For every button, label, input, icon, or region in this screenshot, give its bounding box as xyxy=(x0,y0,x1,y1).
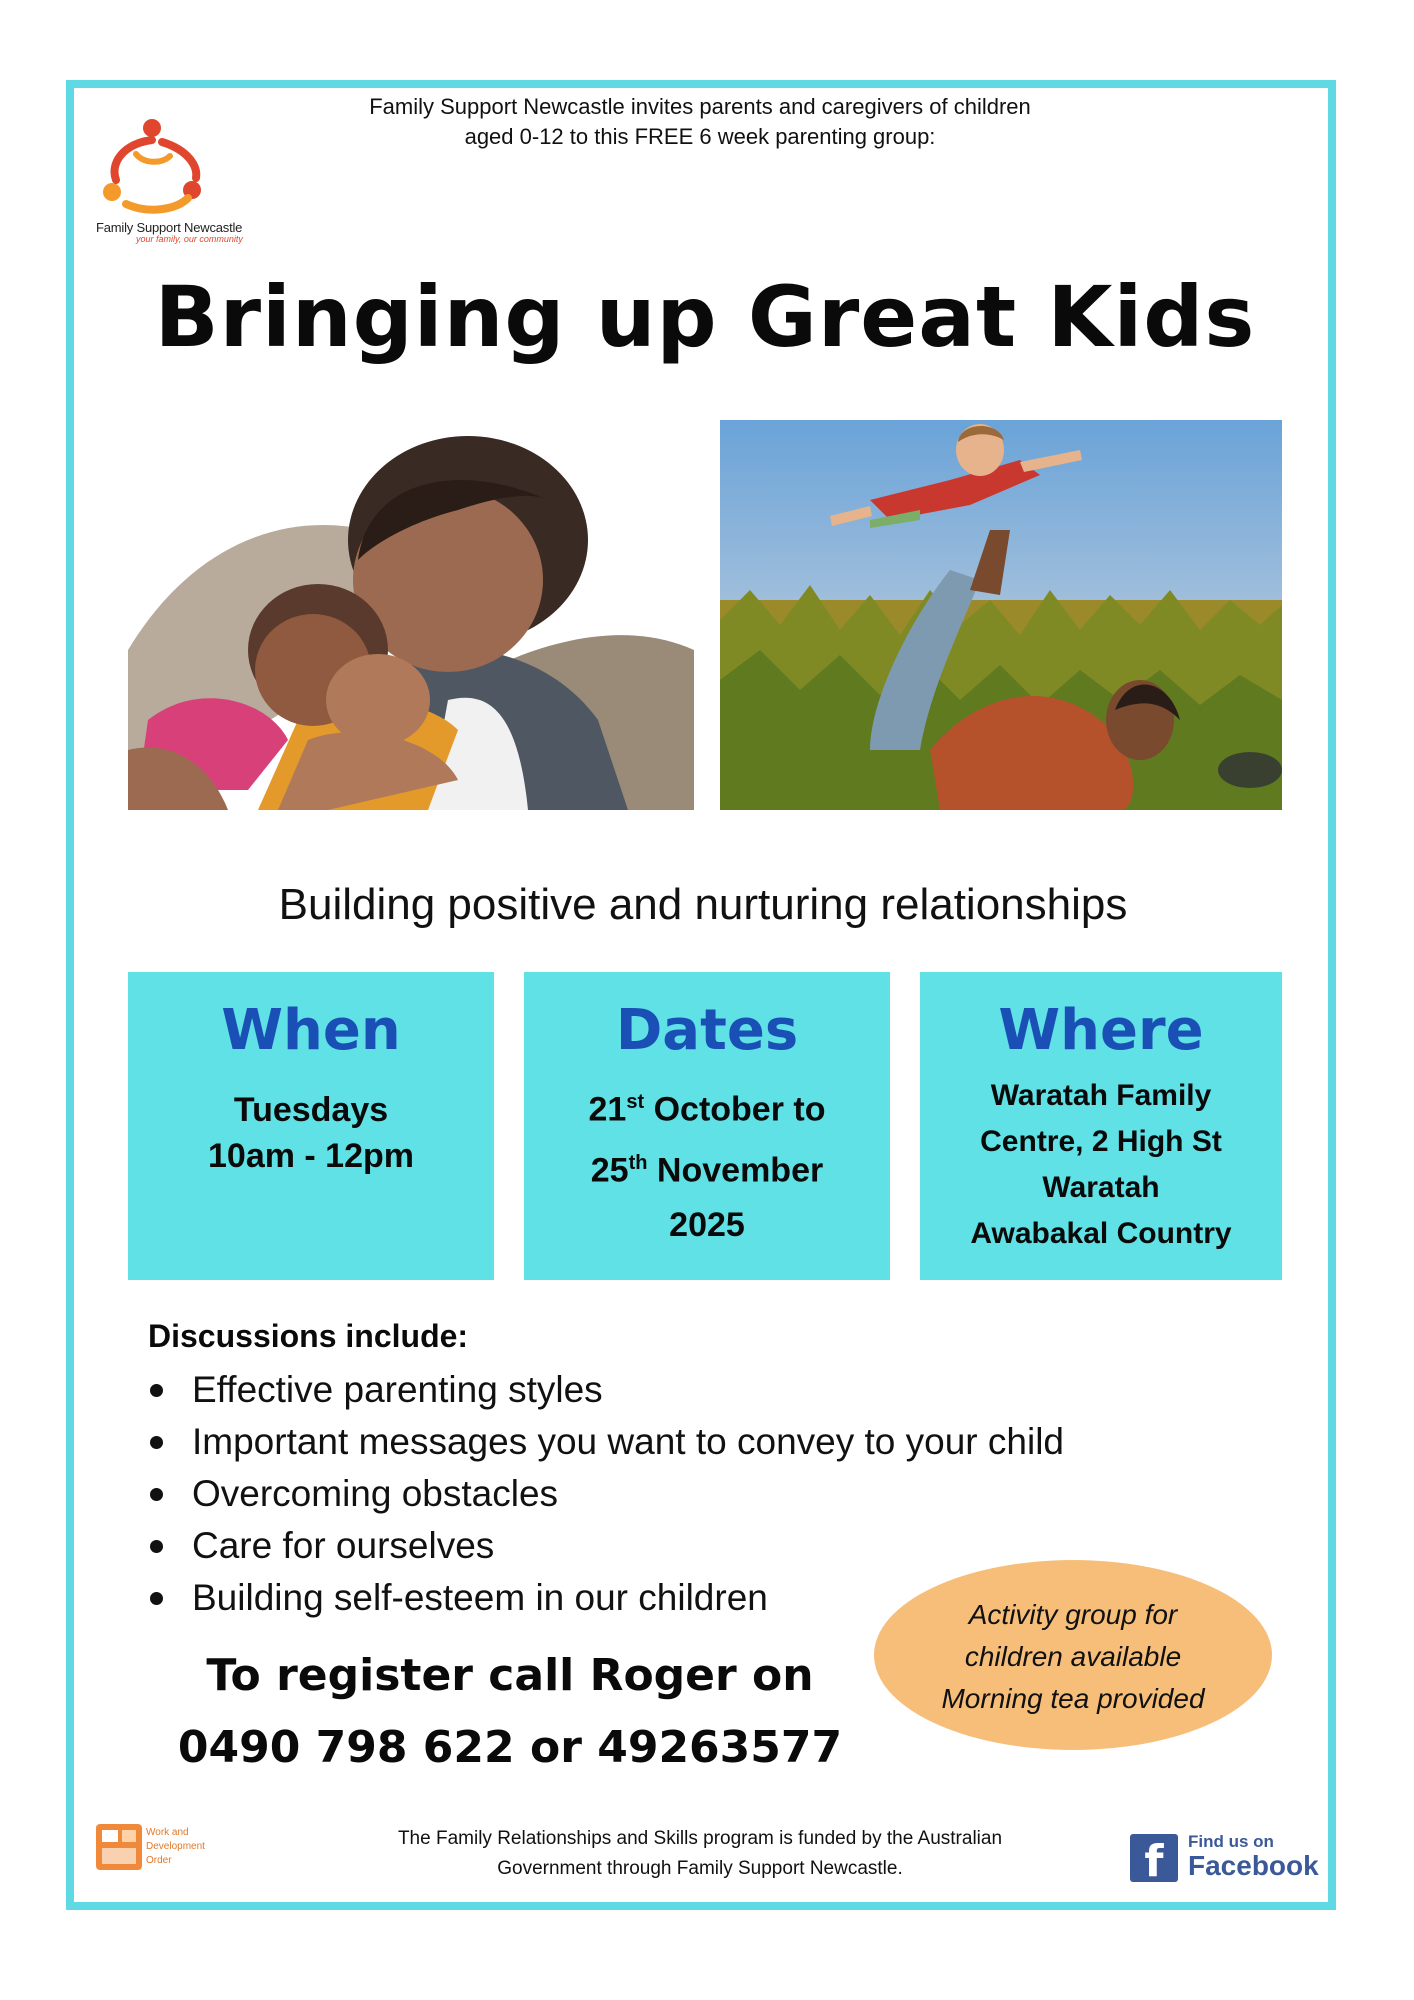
when-box xyxy=(128,972,494,1280)
subtitle: Building positive and nurturing relationships xyxy=(278,880,1128,929)
where-line-4: Awabakal Country xyxy=(970,1217,1232,1250)
mother-with-children-illustration xyxy=(128,420,694,810)
where-line-3: Waratah xyxy=(1042,1171,1160,1204)
dates-heading: Dates xyxy=(615,998,799,1063)
where-line-2: Centre, 2 High St xyxy=(980,1125,1222,1158)
start-day: 21 xyxy=(588,1090,627,1129)
end-day: 25 xyxy=(590,1151,629,1190)
register-info xyxy=(150,1640,870,1784)
funding-line-2: Government through Family Support Newcastle. xyxy=(497,1858,903,1879)
wdo-icon xyxy=(96,1824,142,1870)
family-support-logo xyxy=(92,114,272,254)
discussions-heading: Discussions include: xyxy=(148,1318,469,1354)
where-box xyxy=(920,972,1282,1280)
bullet-icon xyxy=(150,1384,163,1397)
work-development-order-logo xyxy=(96,1824,226,1874)
bullet-icon xyxy=(150,1488,163,1501)
funding-statement xyxy=(320,1824,1080,1884)
bullet-icon xyxy=(150,1540,163,1553)
list-item xyxy=(148,1364,1064,1416)
dates-details xyxy=(524,1075,890,1252)
facebook-name: Facebook xyxy=(1188,1850,1319,1881)
end-month: November xyxy=(647,1151,824,1190)
where-heading: Where xyxy=(998,998,1204,1063)
wdo-line-1: Work and xyxy=(146,1827,189,1838)
dates-year: 2025 xyxy=(669,1205,745,1244)
bullet-icon xyxy=(150,1592,163,1605)
dates-start xyxy=(524,1075,890,1136)
callout-line-1: Activity group for xyxy=(968,1599,1178,1630)
facebook-link[interactable] xyxy=(1130,1832,1330,1888)
father-lifting-child-illustration xyxy=(720,420,1282,810)
funding-line-1: The Family Relationships and Skills program is funded by the Australian xyxy=(397,1828,1003,1849)
where-details xyxy=(920,1073,1282,1257)
when-heading: When xyxy=(221,998,401,1063)
list-item-text: Overcoming obstacles xyxy=(192,1473,559,1514)
logo-name: Family Support Newcastle xyxy=(96,220,243,235)
wdo-text xyxy=(146,1826,205,1868)
logo-tagline: your family, our community xyxy=(136,234,243,244)
when-day: Tuesdays xyxy=(233,1091,389,1129)
dates-end xyxy=(524,1136,890,1197)
end-suffix: th xyxy=(628,1152,648,1175)
list-item xyxy=(148,1520,1064,1572)
bullet-icon xyxy=(150,1436,163,1449)
wdo-line-3: Order xyxy=(146,1855,172,1866)
callout-line-2: children available xyxy=(964,1641,1182,1672)
intro-line-2: aged 0-12 to this FREE 6 week parenting group: xyxy=(464,124,936,149)
start-suffix: st xyxy=(626,1091,645,1113)
list-item-text: Effective parenting styles xyxy=(192,1369,603,1410)
intro-text xyxy=(200,92,1200,152)
register-phone[interactable]: 0490 798 622 or 49263577 xyxy=(177,1722,843,1773)
wdo-line-2: Development xyxy=(146,1841,205,1852)
facebook-find-text: Find us on xyxy=(1188,1832,1274,1851)
family-support-logo-icon xyxy=(92,114,212,218)
activity-callout xyxy=(874,1560,1272,1750)
list-item xyxy=(148,1416,1064,1468)
callout-line-3: Morning tea provided xyxy=(941,1683,1205,1714)
page-title: Bringing up Great Kids xyxy=(154,268,1256,366)
intro-line-1: Family Support Newcastle invites parents and caregivers of children xyxy=(369,94,1031,119)
facebook-icon: f xyxy=(1130,1834,1178,1882)
register-line-1: To register call Roger on xyxy=(206,1650,814,1701)
dates-box xyxy=(524,972,890,1280)
start-month: October to xyxy=(644,1090,826,1129)
when-time: 10am - 12pm xyxy=(208,1137,414,1175)
list-item xyxy=(148,1468,1064,1520)
list-item-text: Important messages you want to convey to your child xyxy=(192,1421,1064,1462)
list-item-text: Care for ourselves xyxy=(192,1525,495,1566)
when-details xyxy=(128,1087,494,1179)
discussions-list xyxy=(148,1364,1064,1624)
where-line-1: Waratah Family xyxy=(990,1079,1212,1112)
list-item-text: Building self-esteem in our children xyxy=(192,1577,768,1618)
